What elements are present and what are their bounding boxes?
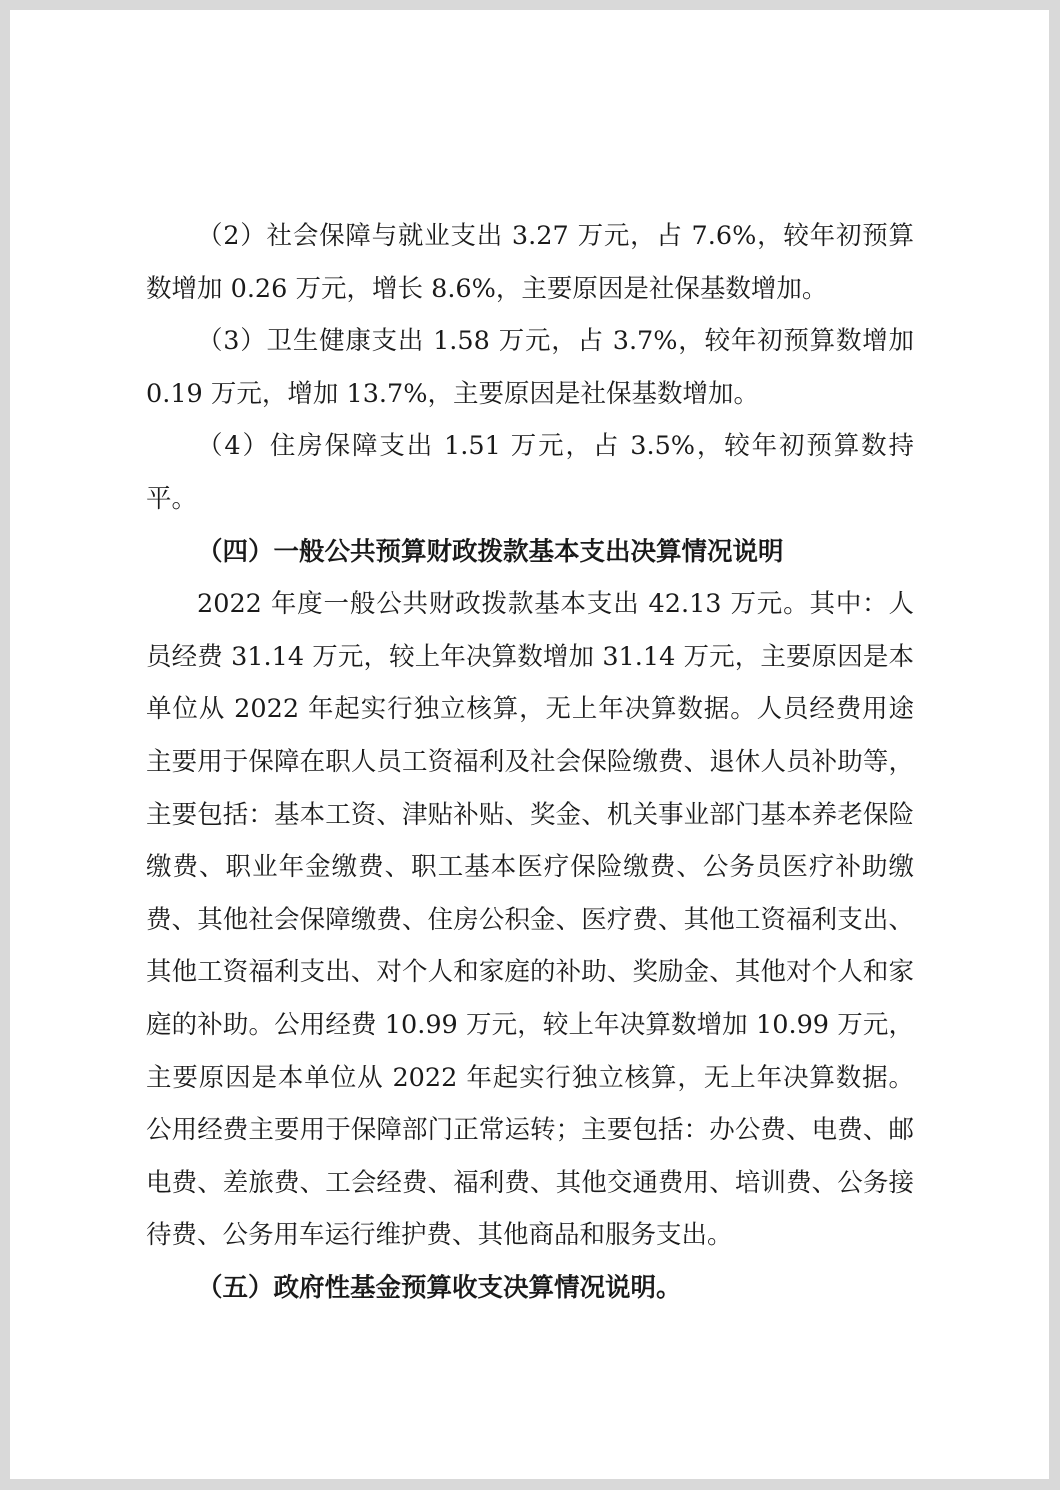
paragraph-basic-expenditure: 2022 年度一般公共财政拨款基本支出 42.13 万元。其中：人员经费 31.14 万元，较上年决算数增加 31.14 万元，主要原因是本单位从 2022 年起实行独立核算，无上年决算数据。人员经费用途主要用于保障在职人员工资福利及社会保险缴费、退休人员补助等，主要包括：基本工资、津贴补贴、奖金、机关事业部门基本养老保险缴费、职业年金缴费、职工基本医疗保险缴费、公务员医疗补助缴费、其他社会保障缴费、住房公积金、医疗费、其他工资福利支出、其他工资福利支出、对个人和家庭的补助、奖励金、其他对个人和家庭的补助。公用经费 10.99 万元，较上年决算数增加 10.99 万元，主要原因是本单位从 2022 年起实行独立核算，无上年决算数据。公用经费主要用于保障部门正常运转；主要包括：办公费、电费、邮电费、差旅费、工会经费、福利费、其他交通费用、培训费、公务接待费、公务用车运行维护费、其他商品和服务支出。 <box>146 589 914 1251</box>
paragraph-health-expenditure: （3）卫生健康支出 1.58 万元，占 3.7%，较年初预算数增加 0.19 万元，增加 13.7%，主要原因是社保基数增加。 <box>146 326 914 409</box>
paragraph-social-security-expenditure: （2）社会保障与就业支出 3.27 万元，占 7.6%，较年初预算数增加 0.26 万元，增长 8.6%，主要原因是社保基数增加。 <box>146 221 914 304</box>
section-heading-government-fund: （五）政府性基金预算收支决算情况说明。 <box>197 1272 682 1303</box>
paragraph-housing-expenditure: （4）住房保障支出 1.51 万元，占 3.5%，较年初预算数持平。 <box>146 431 914 514</box>
document-body <box>146 210 914 1314</box>
section-heading-basic-expenditure: （四）一般公共预算财政拨款基本支出决算情况说明 <box>197 536 784 567</box>
document-page <box>10 10 1049 1479</box>
